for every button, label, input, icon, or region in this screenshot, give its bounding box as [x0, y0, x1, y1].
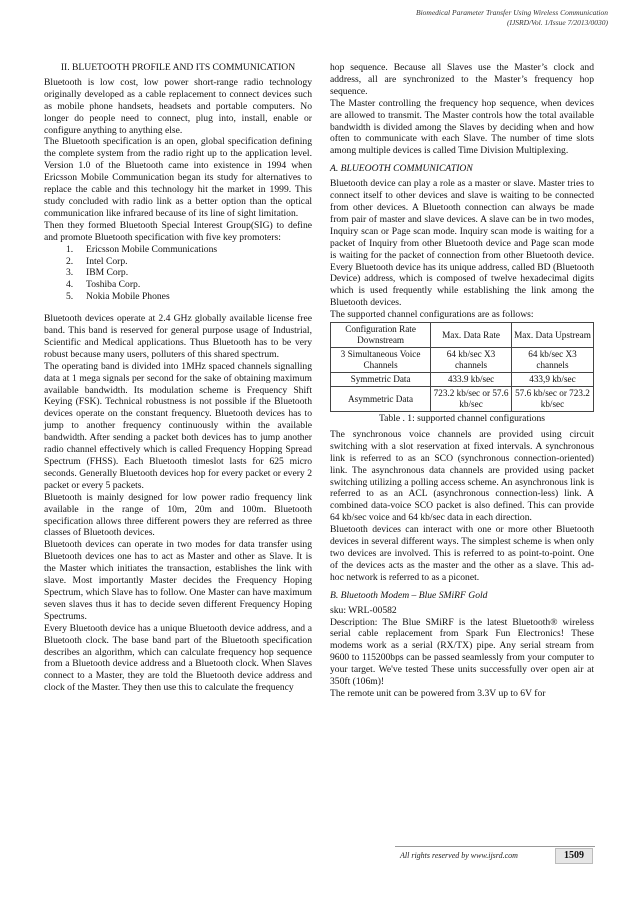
paragraph: Bluetooth is low cost, low power short-range radio technology originally developed as a cable replacement to connect devices such as mobile phone handsets, headsets and portable computers. No longer do people need to connect, plug into, install, enable or configure anything to anything else. [44, 76, 312, 136]
channel-config-table [330, 322, 594, 412]
section-title: II. BLUETOOTH PROFILE AND ITS COMMUNICATION [60, 62, 296, 73]
paragraph: sku: WRL-00582 [330, 604, 397, 616]
paragraph: Every Bluetooth device has a unique Bluetooth device address, and a Bluetooth clock. The base band part of the Bluetooth specification describes an algorithm, which can calculate frequency hop sequence from a Bluetooth device address and a Bluetooth clock. When Slaves connect to a Master, they are told the Bluetooth device address and clock of the Master. They then use this to calculate the frequency [44, 622, 312, 694]
footer-rights: All rights reserved by www.ijsrd.com [400, 851, 518, 860]
left-column [44, 62, 312, 694]
right-column [330, 62, 594, 700]
page-number: 1509 [555, 848, 593, 864]
table-caption: Table . 1: supported channel configurations [378, 413, 546, 425]
paragraph: Bluetooth devices operate at 2.4 GHz globally available license free band. This band is reserved for general purpose usage of Industrial, Scientific and Medical applications. Thus Bluetooth has to be very robust because many users, polluters of this shared spectrum. [44, 313, 312, 360]
table-cell: 64 kb/sec X3 channels [511, 348, 593, 373]
list-item: 3. IBM Corp. [66, 267, 129, 279]
paragraph: The Bluetooth specification is an open, global specification defining the complete system from the radio right up to the application level. Version 1.0 of the Bluetooth came into existence in 1994 when Ericsson Mobile Communication began its study for alternatives to replace the cable and this technology hit the market in 1999. This study concluded with radio link as a better option than the optical communication like infrared because of its line of sight limitation. [44, 136, 312, 219]
paragraph: Description: The Blue SMiRF is the latest Bluetooth® wireless serial cable replacement from Spark Fun Electronics! These modems work as a serial (RX/TX) pipe. Any serial stream from 9600 to 115200bps can be passed seamlessly from your computer to your target. We've tested These units successfully over open air at 350ft (106m)! [330, 616, 594, 688]
table-cell: 3 Simultaneous Voice Channels [331, 348, 431, 373]
list-item: 1. Ericsson Mobile Communications [66, 243, 218, 255]
promoter-list [44, 244, 312, 304]
subsection-title: B. Bluetooth Modem – Blue SMiRF Gold [330, 589, 488, 601]
paragraph: The Master controlling the frequency hop sequence, when devices are allowed to transmit. The Master controls how the total available bandwidth is divided among the Slaves by deciding when and how often to communicate with each Slave. The number of time slots among multiple devices is called Time Division Multiplexing. [330, 97, 594, 157]
subsection-title: A. BLUEOOTH COMMUNICATION [330, 163, 473, 175]
paragraph: The operating band is divided into 1MHz spaced channels signalling data at 1 mega signals per second for the sake of obtaining maximum available bandwidth. Its modulation scheme is Frequency Shift Keying (FSK). Technical robustness is not possible if the Bluetooth devices operate on the constant frequency. Bluetooth devices has to jump to another frequency continuously within the available bandwidth. After sending a packet both devices has to jump another radio channel effectively which is called Frequency Hopping Spread Spectrum (FHSS). Each Bluetooth timeslot lasts for 625 micro seconds. Generally Bluetooth devices hop for every packet or every 2 packet or every 5 packets. [44, 360, 312, 491]
table-row [331, 348, 594, 373]
table-cell: 433,9 kb/sec [511, 373, 593, 387]
list-item: 2. Intel Corp. [66, 255, 128, 267]
running-header [416, 8, 608, 28]
table-row [331, 387, 594, 412]
table-row [331, 373, 594, 387]
paragraph: The synchronous voice channels are provided using circuit switching with a slot reservation at fixed intervals. A synchronous link is referred to as an SCO (synchronous connection-oriented) link. The asynchronous data channels are provided using packet switching utilizing a polling access scheme. An asynchronous link is referred to as an ACL (asynchronous connection-less) link. A combined data-voice SCO packet is also defined. This can provide 64 kb/sec voice and 64 kb/sec data in each direction. [330, 428, 594, 524]
list-item: 5. Nokia Mobile Phones [66, 291, 170, 303]
table-cell: Asymmetric Data [331, 387, 431, 412]
footer-rule [395, 846, 595, 847]
table-cell: Symmetric Data [331, 373, 431, 387]
paragraph: hop sequence. Because all Slaves use the Master’s clock and address, all are synchronized to the Master’s frequency hop sequence. [330, 62, 594, 97]
header-title: Biomedical Parameter Transfer Using Wireless Communication [415, 8, 608, 17]
paragraph: Bluetooth devices can interact with one or more other Bluetooth devices in several different ways. The simplest scheme is when only two devices are involved. This is referred to as point-to-point. One of the devices acts as the master and the other as a slave. This ad-hoc network is referred to as a piconet. [330, 524, 594, 583]
table-cell: 723.2 kb/sec or 57.6 kb/sec [431, 387, 512, 412]
table-cell: 57.6 kb/sec or 723.2 kb/sec [511, 387, 593, 412]
table-cell: Configuration Rate Downstream [331, 323, 431, 348]
paragraph: Bluetooth devices can operate in two modes for data transfer using Bluetooth devices one has to act as Master and other as Slave. It is the Master which initiates the transaction, establishes the link with slave. Most importantly Master decides the Frequency Hoping Spectrum, which Slave has to follow. One Master can have maximum seven slaves thus it has to decide seven different Frequency Hoping Spectrums. [44, 539, 312, 622]
table-cell: 433.9 kb/sec [431, 373, 512, 387]
paragraph: Bluetooth is mainly designed for low power radio frequency link available in the range of 10m, 20m and 100m. Bluetooth specification allows three different powers they are referred as three classes of Bluetooth devices. [44, 491, 312, 539]
paragraph: Then they formed Bluetooth Special Interest Group(SIG) to define and promote Bluetooth specification with five key promoters: [44, 219, 312, 243]
list-item: 4. Toshiba Corp. [66, 279, 141, 291]
paragraph: The supported channel configurations are as follows: [330, 309, 534, 321]
table-cell: Max. Data Upstream [511, 323, 593, 348]
table-row [331, 323, 594, 348]
paragraph: The remote unit can be powered from 3.3V up to 6V for [330, 687, 546, 699]
table-cell: Max. Data Rate [431, 323, 512, 348]
paragraph: Bluetooth device can play a role as a master or slave. Master tries to connect itself to other devices and slave is waiting to be connected from other devices. A Bluetooth connection can always be made from pair of master and slave devices. A slave can be in two modes, Inquiry scan or Page scan mode. Inquiry scan mode is waiting for a packet of Inquiry from other Bluetooth device and Page scan mode is waiting for the packet of connection from other Bluetooth device. Every Bluetooth device has its unique address, called BD (Bluetooth Device) address, which is composed of twelve hexadecimal digits which is used frequently while establishing the link among the Bluetooth devices. [330, 178, 594, 309]
page-footer [0, 846, 638, 866]
table-cell: 64 kb/sec X3 channels [431, 348, 512, 373]
header-issue: (IJSRD/Vol. 1/Issue 7/2013/0030) [506, 18, 608, 27]
